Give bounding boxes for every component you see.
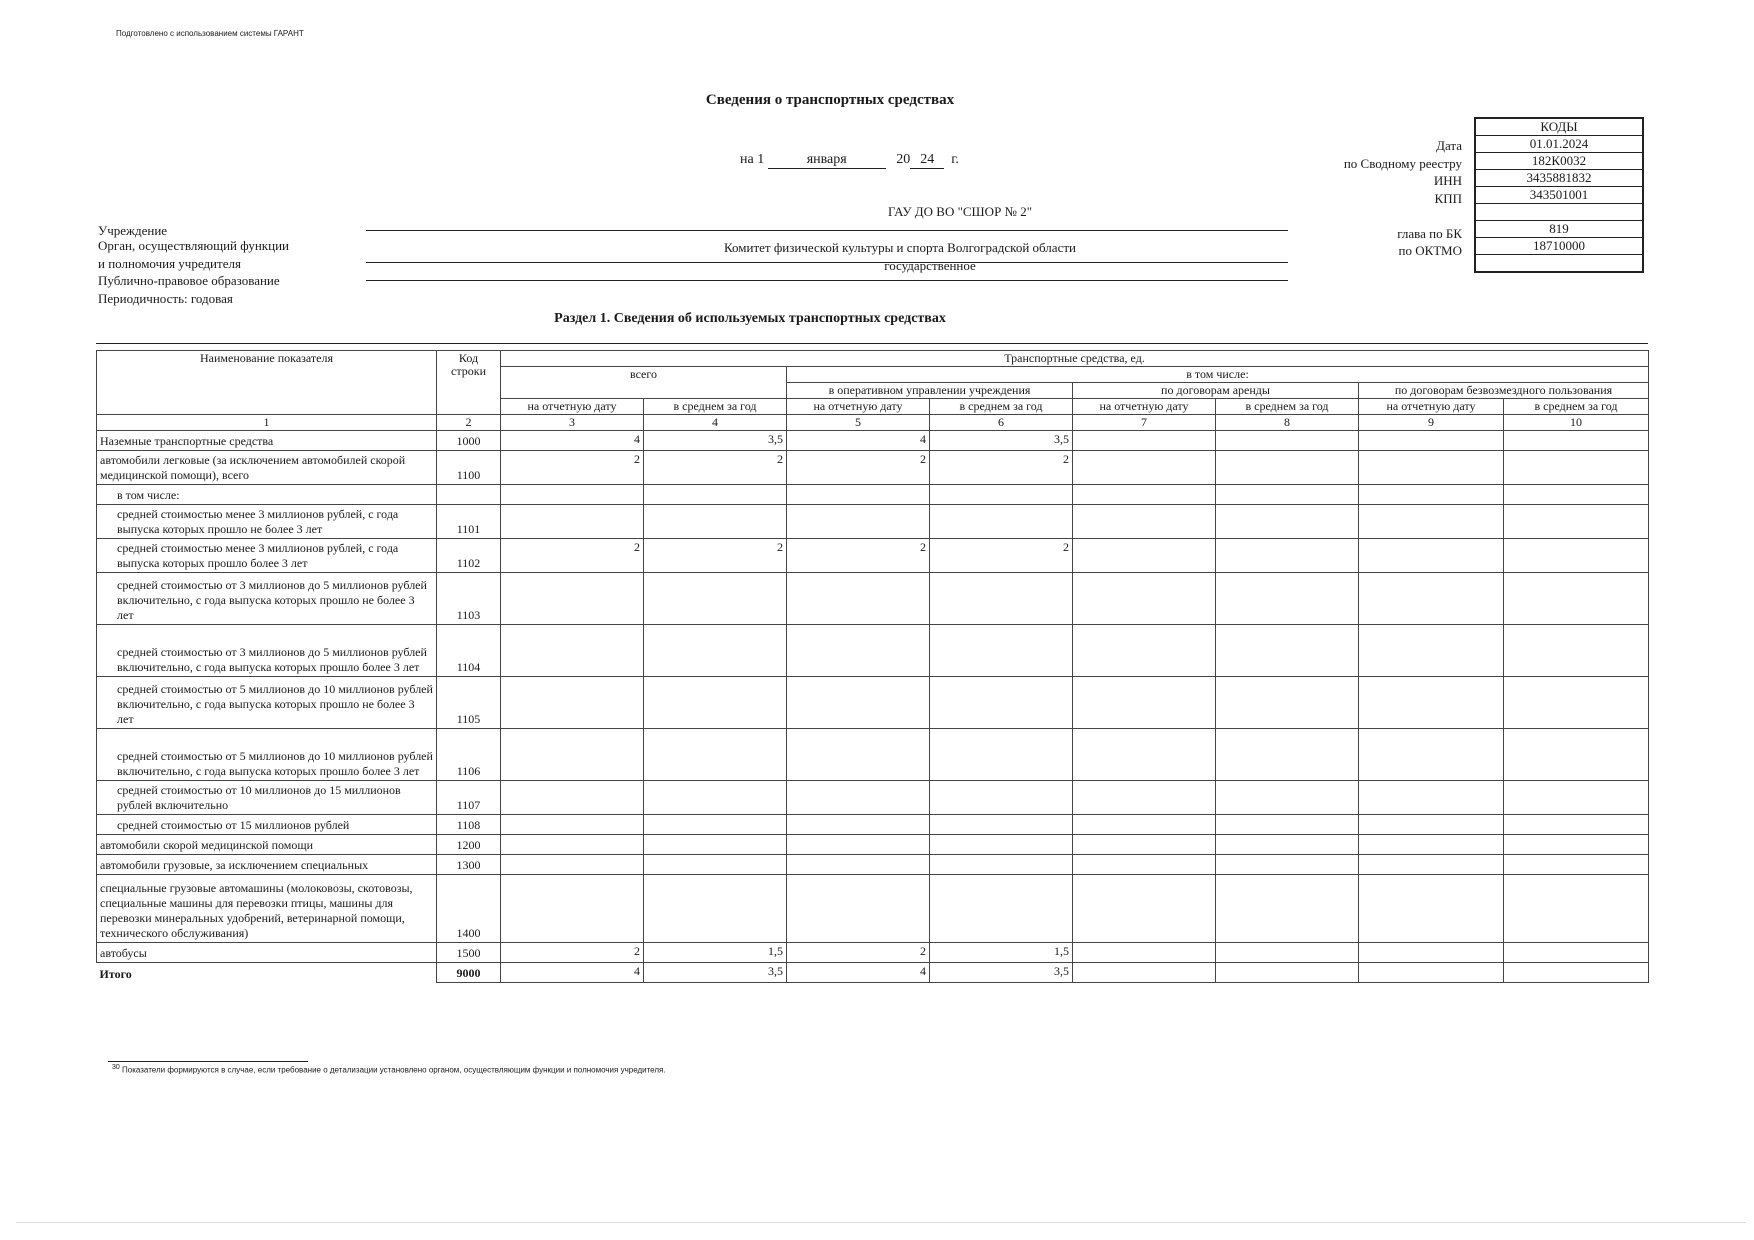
- footnote: [112, 1064, 666, 1075]
- row-value: [787, 573, 930, 625]
- code-kpp: 343501001: [1475, 187, 1643, 204]
- col-number: 4: [644, 415, 787, 431]
- row-value: [1359, 875, 1504, 943]
- row-code: 1105: [437, 677, 501, 729]
- row-value: 2: [501, 539, 644, 573]
- row-value: [1073, 485, 1216, 505]
- row-value: [1504, 451, 1649, 485]
- row-value: [1504, 677, 1649, 729]
- code-registry: 182К0032: [1475, 153, 1643, 170]
- table-row: [97, 815, 1649, 835]
- row-value: 4: [787, 431, 930, 451]
- row-value: 4: [501, 431, 644, 451]
- code-blank: [1475, 255, 1643, 273]
- code-label-registry: по Сводному реестру: [1343, 155, 1462, 171]
- total-code: 9000: [437, 963, 501, 983]
- row-value: [644, 855, 787, 875]
- row-code: 1400: [437, 875, 501, 943]
- code-empty: [1475, 204, 1643, 221]
- row-value: [930, 855, 1073, 875]
- table-row: [97, 781, 1649, 815]
- table-row: [97, 729, 1649, 781]
- row-value: [1216, 539, 1359, 573]
- row-value: [501, 781, 644, 815]
- footnote-mark: 30: [112, 1064, 120, 1071]
- row-value: [1216, 781, 1359, 815]
- row-value: [1073, 835, 1216, 855]
- public-underline: [366, 280, 1288, 281]
- row-code: 1000: [437, 431, 501, 451]
- date-suffix: г.: [951, 152, 959, 167]
- code-label-date: Дата: [1436, 138, 1462, 153]
- row-value: [787, 781, 930, 815]
- row-value: [644, 677, 787, 729]
- row-value: [1073, 451, 1216, 485]
- row-value: 2: [787, 943, 930, 963]
- row-value: [787, 855, 930, 875]
- row-value: [644, 815, 787, 835]
- row-value: [1073, 943, 1216, 963]
- total-value: 4: [787, 963, 930, 983]
- row-value: [1216, 431, 1359, 451]
- row-value: [1073, 539, 1216, 573]
- row-code: 1106: [437, 729, 501, 781]
- total-value: 4: [501, 963, 644, 983]
- institution-label: Учреждение: [98, 223, 168, 238]
- col-number: 8: [1216, 415, 1359, 431]
- col-number: 1: [97, 415, 437, 431]
- row-value: [787, 875, 930, 943]
- col-number: 5: [787, 415, 930, 431]
- row-value: [1504, 835, 1649, 855]
- row-value: [644, 625, 787, 677]
- row-value: [1359, 573, 1504, 625]
- row-value: [930, 875, 1073, 943]
- row-value: 2: [644, 451, 787, 485]
- row-value: [501, 875, 644, 943]
- row-value: [644, 505, 787, 539]
- row-value: [501, 855, 644, 875]
- header-avg-bezv: в среднем за год: [1504, 399, 1649, 415]
- row-value: [930, 677, 1073, 729]
- row-value: [1504, 573, 1649, 625]
- row-value: [501, 815, 644, 835]
- section-rule: [96, 343, 1648, 344]
- row-name: средней стоимостью от 15 миллионов рублей: [97, 815, 437, 835]
- row-value: 1,5: [930, 943, 1073, 963]
- date-prefix: на 1: [740, 152, 765, 167]
- row-name: автомобили грузовые, за исключением специальных: [97, 855, 437, 875]
- row-value: [1216, 451, 1359, 485]
- row-value: [1359, 505, 1504, 539]
- total-label: Итого: [97, 963, 437, 983]
- report-date-line: [740, 152, 959, 169]
- row-value: [1359, 835, 1504, 855]
- header-vtom: в том числе:: [787, 367, 1649, 383]
- col-number: 2: [437, 415, 501, 431]
- row-value: [787, 815, 930, 835]
- row-value: [1504, 431, 1649, 451]
- row-code: 1104: [437, 625, 501, 677]
- codes-header: КОДЫ: [1475, 118, 1643, 136]
- header-avg-total: в среднем за год: [644, 399, 787, 415]
- header-bezv: по договорам безвозмездного пользования: [1359, 383, 1649, 399]
- header-oper: в оперативном управлении учреждения: [787, 383, 1073, 399]
- row-value: 2: [787, 539, 930, 573]
- table-row: [97, 835, 1649, 855]
- row-value: [501, 835, 644, 855]
- row-value: [1504, 539, 1649, 573]
- organ-value: Комитет физической культуры и спорта Волгоградской области: [724, 240, 1076, 255]
- row-value: [930, 505, 1073, 539]
- row-value: [501, 677, 644, 729]
- col-number: 6: [930, 415, 1073, 431]
- periodicity: Периодичность: годовая: [98, 291, 233, 306]
- row-value: [1216, 677, 1359, 729]
- row-value: [644, 485, 787, 505]
- row-value: [1073, 855, 1216, 875]
- header-avg-arenda: в среднем за год: [1216, 399, 1359, 415]
- row-code: 1103: [437, 573, 501, 625]
- total-value: [1359, 963, 1504, 983]
- row-value: [1216, 573, 1359, 625]
- header-date-arenda: на отчетную дату: [1073, 399, 1216, 415]
- col-number: 7: [1073, 415, 1216, 431]
- col-number: 10: [1504, 415, 1649, 431]
- row-value: [501, 485, 644, 505]
- header-vsego: всего: [501, 367, 787, 399]
- row-code: 1200: [437, 835, 501, 855]
- footnote-text: Показатели формируются в случае, если требование о детализации установлено органом, осуществляющим функции и полномочия учредителя.: [122, 1065, 666, 1075]
- row-value: [1073, 431, 1216, 451]
- row-value: [501, 625, 644, 677]
- table-row: [97, 539, 1649, 573]
- row-name: автобусы: [97, 943, 437, 963]
- organ-label-1: Орган, осуществляющий функции: [98, 238, 289, 253]
- row-value: [644, 729, 787, 781]
- row-value: [787, 677, 930, 729]
- table-row: [97, 451, 1649, 485]
- row-name: средней стоимостью от 5 миллионов до 10 миллионов рублей включительно, с года выпуска которых прошло более 3 лет: [97, 729, 437, 781]
- row-code: 1500: [437, 943, 501, 963]
- row-value: [1504, 855, 1649, 875]
- row-value: [1504, 815, 1649, 835]
- row-value: [1359, 815, 1504, 835]
- header-avg-oper: в среднем за год: [930, 399, 1073, 415]
- row-value: [1504, 781, 1649, 815]
- table-row: [97, 875, 1649, 943]
- row-code: 1101: [437, 505, 501, 539]
- row-value: [1359, 943, 1504, 963]
- row-value: [644, 875, 787, 943]
- table-row: [97, 677, 1649, 729]
- row-value: [787, 835, 930, 855]
- row-name: средней стоимостью менее 3 миллионов рублей, с года выпуска которых прошло не более 3 лет: [97, 505, 437, 539]
- row-value: 2: [644, 539, 787, 573]
- prepared-note: Подготовлено с использованием системы ГАРАНТ: [116, 29, 304, 38]
- header-transport: Транспортные средства, ед.: [501, 351, 1649, 367]
- row-value: 2: [930, 451, 1073, 485]
- total-row: [97, 963, 1649, 983]
- section-title: Раздел 1. Сведения об используемых транспортных средствах: [554, 311, 946, 326]
- row-code: 1300: [437, 855, 501, 875]
- row-value: [930, 781, 1073, 815]
- date-month: января: [768, 152, 886, 169]
- row-value: 3,5: [930, 431, 1073, 451]
- table-row: [97, 573, 1649, 625]
- transport-table: [96, 350, 1649, 983]
- row-value: [1359, 431, 1504, 451]
- row-value: [1216, 943, 1359, 963]
- table-row: [97, 943, 1649, 963]
- row-value: [930, 815, 1073, 835]
- row-value: [1359, 677, 1504, 729]
- row-value: 1,5: [644, 943, 787, 963]
- codes-labels: [1344, 137, 1462, 260]
- header-date-total: на отчетную дату: [501, 399, 644, 415]
- public-label: Публично-правовое образование: [98, 273, 280, 288]
- row-value: [501, 573, 644, 625]
- row-value: [1359, 539, 1504, 573]
- row-value: 2: [930, 539, 1073, 573]
- row-value: [644, 781, 787, 815]
- row-value: [1359, 781, 1504, 815]
- row-value: [1504, 625, 1649, 677]
- row-name: средней стоимостью от 10 миллионов до 15 миллионов рублей включительно: [97, 781, 437, 815]
- row-value: [1216, 855, 1359, 875]
- row-value: [1073, 729, 1216, 781]
- row-name: в том числе:: [97, 485, 437, 505]
- row-value: [1216, 875, 1359, 943]
- row-value: [1073, 505, 1216, 539]
- row-code: 1107: [437, 781, 501, 815]
- row-value: [1359, 855, 1504, 875]
- col-number: 3: [501, 415, 644, 431]
- code-label-kpp: КПП: [1434, 190, 1462, 206]
- row-value: [1216, 625, 1359, 677]
- row-value: [1359, 451, 1504, 485]
- row-value: [930, 625, 1073, 677]
- organ-label-2: и полномочия учредителя: [98, 256, 241, 271]
- row-value: [1073, 875, 1216, 943]
- row-value: [1504, 485, 1649, 505]
- row-value: [644, 835, 787, 855]
- table-row: [97, 625, 1649, 677]
- institution-value: ГАУ ДО ВО "СШОР № 2": [887, 204, 1033, 219]
- row-value: [787, 625, 930, 677]
- row-value: [501, 729, 644, 781]
- row-value: [930, 485, 1073, 505]
- row-value: [1216, 815, 1359, 835]
- code-label-bk: глава по БК: [1397, 225, 1462, 241]
- row-value: [787, 485, 930, 505]
- header-arenda: по договорам аренды: [1073, 383, 1359, 399]
- public-value: государственное: [884, 258, 976, 273]
- header-date-oper: на отчетную дату: [787, 399, 930, 415]
- row-name: средней стоимостью от 3 миллионов до 5 миллионов рублей включительно, с года выпуска которых прошло более 3 лет: [97, 625, 437, 677]
- date-year-prefix: 20: [896, 152, 911, 167]
- row-value: [1359, 729, 1504, 781]
- header-code: Код строки: [437, 351, 501, 415]
- row-value: [1073, 677, 1216, 729]
- code-label-oktmo: по ОКТМО: [1398, 243, 1462, 258]
- code-date: 01.01.2024: [1475, 136, 1643, 153]
- total-value: [1504, 963, 1649, 983]
- total-value: 3,5: [930, 963, 1073, 983]
- col-number: 9: [1359, 415, 1504, 431]
- row-value: [1073, 625, 1216, 677]
- row-value: [1073, 573, 1216, 625]
- table-row: [97, 431, 1649, 451]
- row-value: [930, 573, 1073, 625]
- row-name: специальные грузовые автомашины (молоковозы, скотовозы, специальные машины для перевозки птицы, машины для перевозки минеральных удобрений, ветеринарной помощи, технического обслуживания): [97, 875, 437, 943]
- row-code: 1108: [437, 815, 501, 835]
- row-name: Наземные транспортные средства: [97, 431, 437, 451]
- row-code: 1102: [437, 539, 501, 573]
- row-value: [1216, 729, 1359, 781]
- table-row: [97, 505, 1649, 539]
- row-value: 3,5: [644, 431, 787, 451]
- row-name: средней стоимостью от 5 миллионов до 10 миллионов рублей включительно, с года выпуска которых прошло не более 3 лет: [97, 677, 437, 729]
- row-value: [1359, 485, 1504, 505]
- row-value: [1073, 781, 1216, 815]
- table-row: [97, 855, 1649, 875]
- header-date-bezv: на отчетную дату: [1359, 399, 1504, 415]
- row-value: 2: [501, 943, 644, 963]
- row-code: [437, 485, 501, 505]
- page-title: Сведения о транспортных средствах: [705, 92, 955, 108]
- total-value: 3,5: [644, 963, 787, 983]
- table-row: [97, 485, 1649, 505]
- row-value: [1216, 835, 1359, 855]
- row-value: [644, 573, 787, 625]
- header-name: Наименование показателя: [97, 351, 437, 415]
- row-value: [1504, 729, 1649, 781]
- row-value: [1504, 875, 1649, 943]
- row-value: [930, 835, 1073, 855]
- row-value: 2: [787, 451, 930, 485]
- codes-table: [1474, 117, 1644, 273]
- page-edge: [16, 1222, 1746, 1223]
- row-value: [1216, 505, 1359, 539]
- row-value: [1359, 625, 1504, 677]
- total-value: [1216, 963, 1359, 983]
- row-name: средней стоимостью менее 3 миллионов рублей, с года выпуска которых прошло более 3 лет: [97, 539, 437, 573]
- row-name: автомобили скорой медицинской помощи: [97, 835, 437, 855]
- row-code: 1100: [437, 451, 501, 485]
- row-value: [1216, 485, 1359, 505]
- date-year: 24: [910, 152, 944, 169]
- code-label-empty: [1344, 207, 1462, 225]
- row-value: [930, 729, 1073, 781]
- row-value: [1504, 943, 1649, 963]
- row-value: [787, 729, 930, 781]
- row-value: [1073, 815, 1216, 835]
- row-name: средней стоимостью от 3 миллионов до 5 миллионов рублей включительно, с года выпуска которых прошло не более 3 лет: [97, 573, 437, 625]
- code-oktmo: 18710000: [1475, 238, 1643, 255]
- row-value: 2: [501, 451, 644, 485]
- institution-underline: [366, 230, 1288, 231]
- row-name: автомобили легковые (за исключением автомобилей скорой медицинской помощи), всего: [97, 451, 437, 485]
- row-value: [787, 505, 930, 539]
- code-label-inn: ИНН: [1433, 173, 1462, 188]
- row-value: [1504, 505, 1649, 539]
- footnote-rule: [108, 1061, 308, 1062]
- code-inn: 3435881832: [1475, 170, 1643, 187]
- row-value: [501, 505, 644, 539]
- total-value: [1073, 963, 1216, 983]
- code-bk: 819: [1475, 221, 1643, 238]
